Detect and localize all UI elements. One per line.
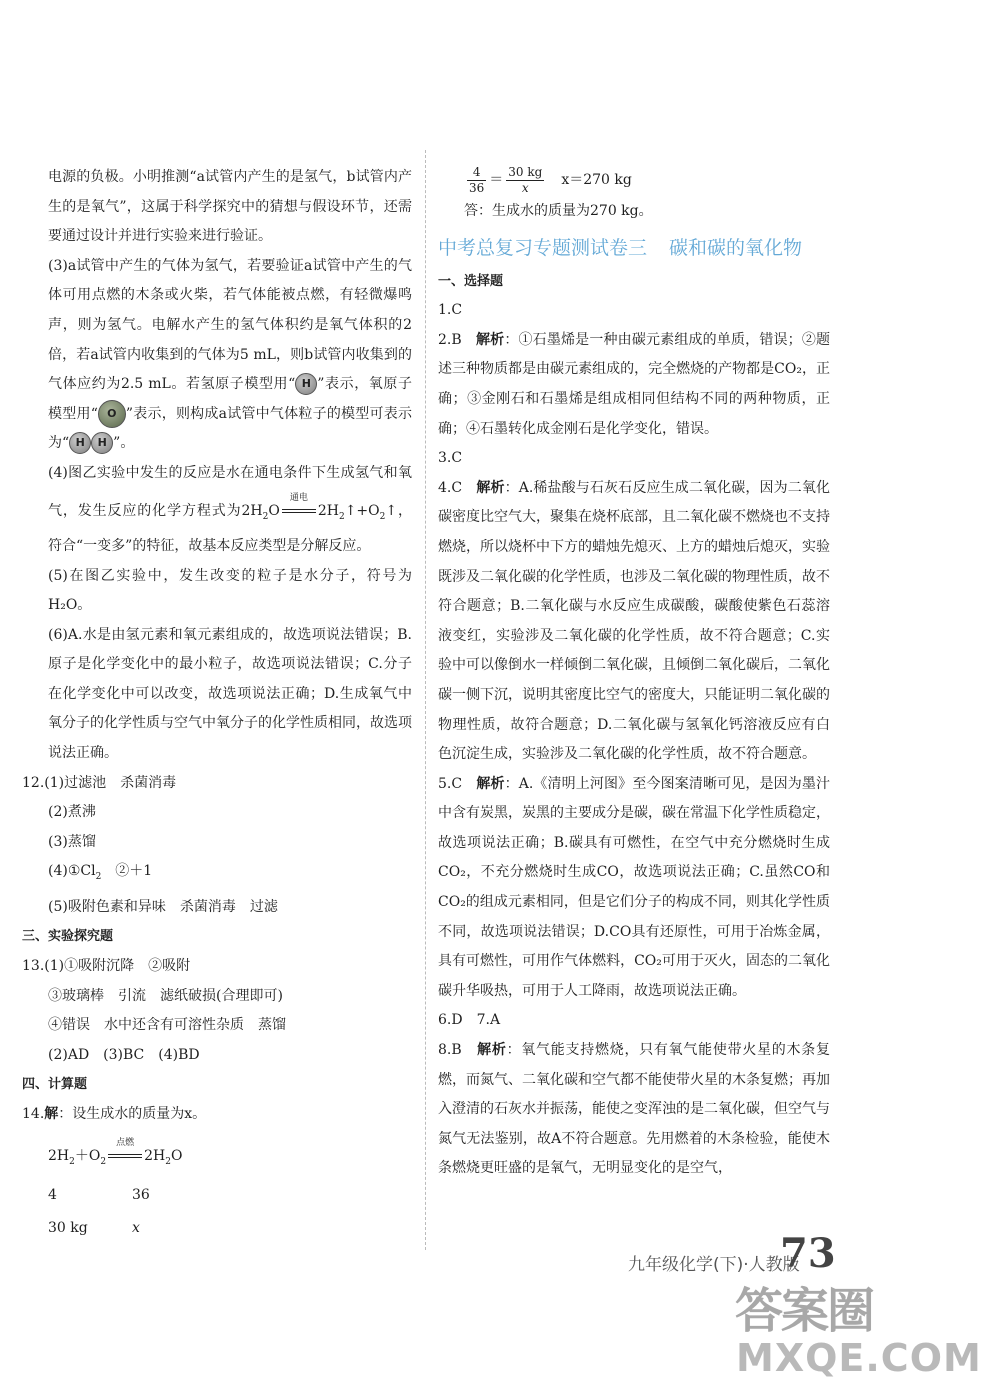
answer-line	[438, 770, 830, 1007]
text: (4)①Cl	[48, 863, 96, 880]
text: ＋O	[74, 1147, 101, 1164]
paragraph: (6)A.水是由氢元素和氧元素组成的，故选项说法错误；B.原子是化学变化中的最小粒子，故选项说法错误；C.分子在化学变化中可以改变，故选项说法正确；D.生成氧气中氧分子的化学性质与空气中氧分子的化学性质相同，故选项说法正确。	[48, 626, 412, 762]
answer-line: (5)吸附色素和异味 杀菌消毒 过滤	[48, 898, 278, 915]
text: ：①石墨烯是一种由碳元素组成的单质，错误；②题述三种物质都是由碳元素组成的，完全燃烧的产物都是CO₂，正确；③金刚石和石墨烯是组成相同但结构不同的两种物质，正确；④石墨转化成金刚石是化学变化，错误。	[438, 331, 831, 437]
text: ”表示，氧原子模型用“	[48, 376, 412, 422]
reaction-arrow	[282, 489, 316, 527]
equation: $2H_2+O_2$ 点燃 $2H_2O$	[22, 1130, 412, 1180]
hydrogen-atom-icon: H	[91, 432, 113, 454]
answer-line: 12.(1)过滤池 杀菌消毒	[22, 774, 177, 791]
text: 14.	[22, 1106, 45, 1122]
fraction: $\frac{30 kg}{x}$	[508, 164, 543, 195]
answer-line: 3.C	[438, 450, 463, 467]
answer-line: (2)煮沸	[48, 804, 96, 821]
answer-line	[438, 1036, 830, 1184]
section-title	[438, 231, 830, 265]
calc-row	[22, 1179, 412, 1212]
proportion: $\frac{4}{36}$ ＝ $\frac{30 kg}{x}$ x＝270 kg	[469, 164, 632, 195]
text: 8.B	[438, 1042, 478, 1059]
text: 2H	[48, 1147, 70, 1164]
text: 4.C	[438, 479, 477, 496]
text: ：A.稀盐酸与石灰石反应生成二氧化碳，因为二氧化碳密度比空气大，聚集在烧杯底部，且二氧化碳不燃烧也不支持燃烧，所以烧杯中下方的蜡烛先熄灭、上方的蜡烛后熄灭，实验既涉及二氧化碳的化学性质，也涉及二氧化碳的物理性质，故不符合题意；B.二氧化碳与水反应生成碳酸，碳酸使紫色石蕊溶液变红，实验涉及二氧化碳的化学性质，故不符合题意；C.实验中可以像倒水一样倾倒二氧化碳，且倾倒二氧化碳后，二氧化碳一侧下沉，说明其密度比空气的密度大，只能证明二氧化碳的物理性质，故符合题意；D.二氧化碳与氢氧化钙溶液反应有白色沉淀生成，实验涉及二氧化碳的化学性质，故不符合题意。	[438, 479, 830, 763]
text: (4)图乙实验中发生的反应是水在通电条件下生成氢气和氧气，发生反应的化学方程式为2H	[48, 464, 412, 519]
answer-line: (3)蒸馏	[48, 833, 96, 850]
text: ：氧气能支持燃烧，只有氧气能使带火星的木条复燃，而氮气、二氧化碳和空气都不能使带火星的木条复燃；再加入澄清的石灰水并振荡，能使之变浑浊的是二氧化碳，但空气与氮气无法鉴别，故A不符合题意。先用燃着的木条检验，能使木条燃烧更旺盛的是氧气，无明显变化的是空气，	[438, 1042, 831, 1177]
text: ：设生成水的质量为x。	[58, 1106, 207, 1122]
answer-line: 6.D 7.A	[438, 1012, 501, 1029]
answer-line	[438, 474, 830, 770]
analysis-label: 解析	[477, 1042, 507, 1059]
text: ”表示，则构成a试管中气体粒子的模型可表示为“	[48, 405, 412, 452]
calc-row	[22, 1212, 412, 1245]
answer-line: 答：生成水的质量为270 kg。	[464, 203, 653, 219]
text: ：A.《清明上河图》至今图案清晰可见，是因为墨汁中含有炭黑，炭黑的主要成分是碳，碳在常温下化学性质稳定，故选项说法正确；B.碳具有可燃性，在空气中充分燃烧时生成CO₂，不充分燃烧时生成CO，故选项说法正确；C.虽然CO和CO₂的组成元素相同，但是它们分子的构成不同，则其化学性质不同，故选项说法错误；D.CO具有还原性，可用于冶炼金属，具有可燃性，可用作气体燃料，CO₂可用于灭火，固态的二氧化碳升华吸热，可用于人工降雨，故选项说法正确。	[438, 775, 830, 999]
text: 2H	[144, 1147, 166, 1164]
analysis-label: 解析	[476, 775, 505, 792]
paragraph: (5)在图乙实验中，发生改变的粒子是水分子，符号为H₂O。	[48, 567, 412, 614]
answer-line: (2)AD (3)BC (4)BD	[48, 1046, 200, 1063]
text: x	[132, 1220, 140, 1237]
solution-label: 解	[44, 1106, 59, 1122]
answer-line: ③玻璃棒 引流 滤纸破损(合理即可)	[48, 987, 283, 1004]
title-text: 碳和碳的氧化物	[669, 236, 803, 259]
analysis-label: 解析	[475, 331, 505, 348]
paragraph: (4)图乙实验中发生的反应是水在通电条件下生成氢气和氧气，发生反应的化学方程式为$2H_2O$ 通电 $2H_2↑+O_2↑$，符合“一变多”的特征，故基本反应类型是分解反应。	[48, 464, 412, 554]
reaction-condition: 点燃	[116, 1137, 135, 1148]
section-heading: 一、选择题	[438, 273, 504, 289]
hydrogen-atom-icon: H	[295, 373, 317, 395]
reaction-arrow	[108, 1130, 142, 1174]
title-text: 中考总复习专题测试卷三	[438, 236, 648, 259]
text: 36	[132, 1187, 150, 1204]
text: ↑+O	[344, 502, 380, 519]
text: O	[268, 502, 280, 519]
text: (3)a试管中产生的气体为氢气，若要验证a试管中产生的气体可用点燃的木条或火柴，若气体能被点燃，有轻微爆鸣声，则为氢气。电解水产生的氢气体积约是氧气体积的2倍，若a试管内收集到的气体为5 mL，则b试管内收集到的气体应约为2.5 mL。若氢原子模型用“	[48, 257, 412, 393]
text: 2H	[317, 502, 339, 519]
fraction: $\frac{4}{36}$	[469, 164, 485, 195]
left-column	[22, 163, 412, 1245]
answer-line	[22, 1100, 412, 1130]
watermark-url: MXQE.COM	[736, 1336, 982, 1380]
answer-line	[438, 326, 830, 444]
text: x＝270 kg	[561, 172, 632, 188]
section-heading: 三、实验探究题	[22, 929, 114, 945]
paragraph	[22, 252, 412, 459]
text: 4	[48, 1187, 57, 1204]
right-column	[438, 163, 830, 1184]
text: ”。	[113, 435, 135, 452]
text: 5.C	[438, 775, 477, 792]
paragraph: 电源的负极。小明推测“a试管内产生的是氢气，b试管内产生的是氧气”，这属于科学探究中的猜想与假设环节，还需要通过设计并进行实验来进行验证。	[48, 169, 412, 245]
text: ↑，符合“一变多”的特征，故基本反应类型是分解反应。	[48, 502, 412, 554]
page-number: 73	[780, 1230, 836, 1277]
column-divider	[425, 150, 426, 1250]
text: O	[170, 1147, 183, 1164]
text: 30 kg	[48, 1220, 88, 1237]
analysis-label: 解析	[476, 479, 505, 496]
subject-label: 九年级化学(下)·人教版	[628, 1255, 800, 1275]
oxygen-atom-icon: O	[98, 400, 126, 428]
answer-line: 1.C	[438, 302, 463, 319]
text: ②＋1	[101, 863, 153, 880]
hydrogen-atom-icon: H	[69, 432, 91, 454]
answer-line: $(4)①Cl_2$ ②＋1	[48, 863, 153, 883]
text: 2.B	[438, 331, 476, 348]
section-heading: 四、计算题	[22, 1077, 88, 1093]
answer-line: 13.(1)①吸附沉降 ②吸附	[22, 958, 191, 975]
answer-line: ④错误 水中还含有可溶性杂质 蒸馏	[48, 1017, 286, 1034]
watermark-logo: 答案圈	[735, 1283, 874, 1339]
reaction-condition: 通电	[289, 492, 308, 503]
